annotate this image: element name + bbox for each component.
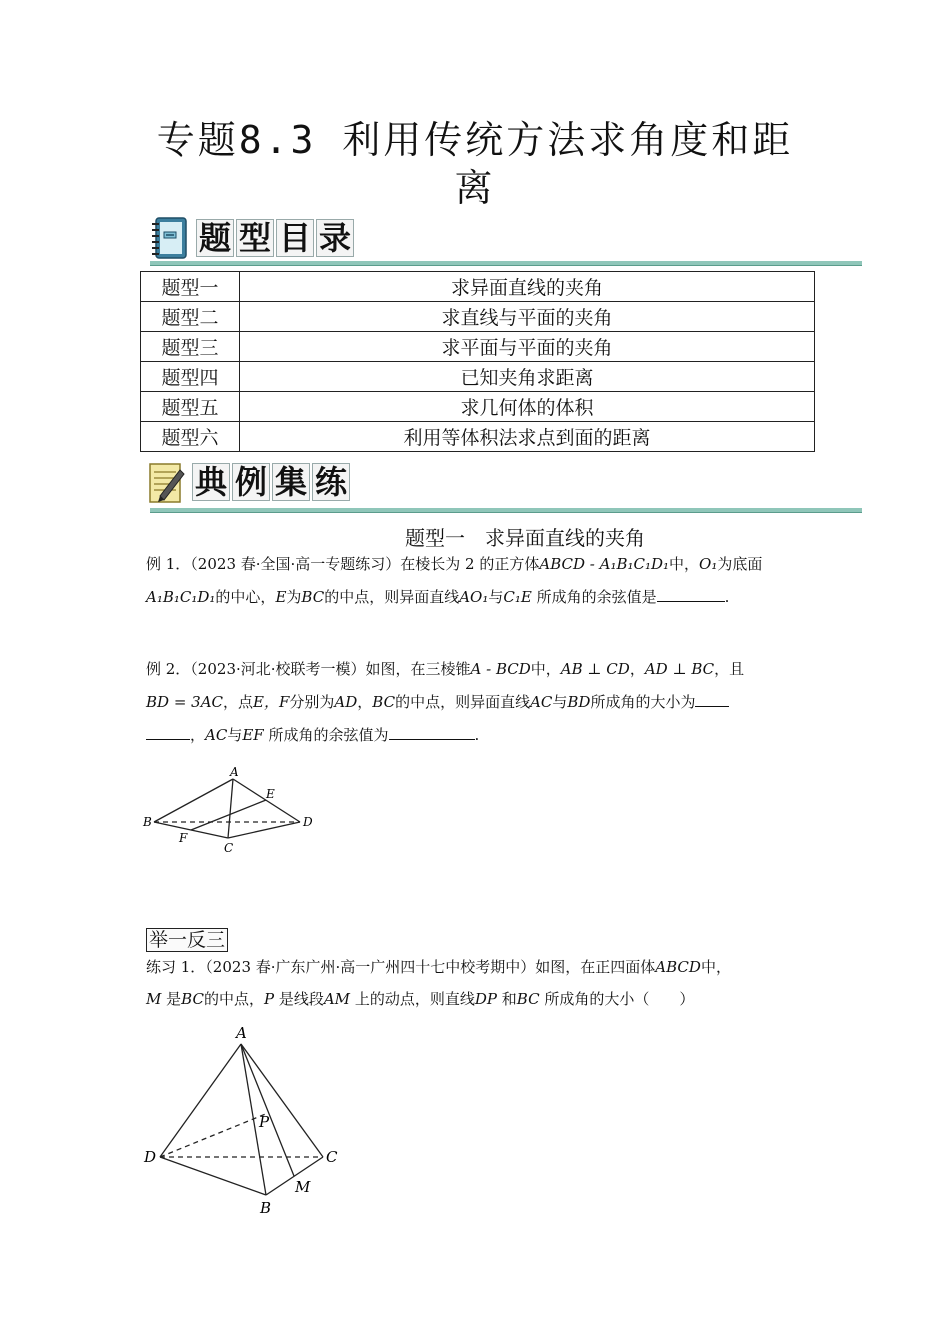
- ex1-math: BC: [301, 588, 325, 606]
- ex2-math: AB ⊥ CD: [560, 660, 630, 678]
- label-f: F: [179, 831, 188, 845]
- tetrahedron-figure-2: [140, 1020, 350, 1220]
- ex1-math: AO₁: [459, 588, 489, 606]
- examples-banner-char: 练: [312, 463, 350, 501]
- ex2-math: AD ⊥ BC: [644, 660, 715, 678]
- ex2-math: AC: [530, 693, 553, 711]
- answer-blank[interactable]: [146, 723, 190, 740]
- toc-type: 题型一: [141, 272, 240, 302]
- practice1-text: 和: [501, 990, 517, 1008]
- ex2-text: 与: [227, 726, 243, 744]
- ex1-math: O₁: [699, 555, 718, 573]
- toc-type: 题型三: [141, 332, 240, 362]
- ex2-math: BD: [567, 693, 591, 711]
- label-e: E: [266, 787, 275, 801]
- toc-banner-char: 录: [316, 219, 354, 257]
- ex2-math: AD: [334, 693, 358, 711]
- table-row: [141, 272, 815, 302]
- ex1-text: 的中心，: [215, 588, 276, 606]
- toc-topic: 已知夹角求距离: [240, 362, 815, 392]
- practice1-math: DP: [474, 990, 497, 1008]
- examples-banner-rule: [150, 508, 862, 513]
- practice1-text: 所成角的大小（ ）: [544, 990, 695, 1008]
- examples-banner-char: 集: [272, 463, 310, 501]
- notepad-pen-icon: [146, 460, 186, 504]
- ex1-math: A₁B₁C₁D₁: [146, 588, 216, 606]
- toc-type: 题型五: [141, 392, 240, 422]
- practice1-text: 上的动点，则直线: [354, 990, 475, 1008]
- practice1-math: BC: [516, 990, 540, 1008]
- edge-ac: [241, 1044, 323, 1157]
- ex2-text: 所成角的余弦值为: [268, 726, 389, 744]
- page-title: [120, 116, 830, 212]
- table-row: [141, 302, 815, 332]
- ex2-text: 例 2．（2023·河北·校联考一模）如图，在三棱锥: [146, 660, 471, 678]
- ex2-text: 中，: [530, 660, 561, 678]
- section-heading: [140, 522, 910, 551]
- label-p: P: [259, 1113, 270, 1131]
- segment-am: [241, 1044, 294, 1176]
- practice1-math: BC: [181, 990, 204, 1008]
- toc-topic: 求平面与平面的夹角: [240, 332, 815, 362]
- practice1-math: ABCD: [655, 958, 701, 976]
- ex2-text: 所成角的大小为: [590, 693, 696, 711]
- example-2: [146, 658, 816, 746]
- answer-blank[interactable]: [657, 585, 725, 602]
- tetrahedron-figure-1: [140, 762, 330, 856]
- ex2-text: ，且: [714, 660, 745, 678]
- toc-banner-rule: [150, 261, 862, 266]
- ex2-text: 与: [552, 693, 568, 711]
- edge-db: [160, 1157, 266, 1195]
- label-c: C: [224, 841, 234, 855]
- ex1-text: 为: [286, 588, 302, 606]
- label-a: A: [230, 765, 239, 779]
- ex1-math: ABCD - A₁B₁C₁D₁: [539, 555, 670, 573]
- ex1-math: C₁E: [503, 588, 532, 606]
- examples-banner-char: 典: [192, 463, 230, 501]
- table-row: [141, 362, 815, 392]
- practice1-text: 练习 1．（2023 春·广东广州·高一广州四十七中校考期中）如图，在正四面体: [146, 958, 656, 976]
- table-row: [141, 422, 815, 452]
- practice1-text: 是线段: [278, 990, 324, 1008]
- practice1-text: 中，: [700, 958, 731, 976]
- ex2-text: ，点: [223, 693, 254, 711]
- ex2-text: .: [474, 726, 480, 744]
- practice1-math: M: [146, 990, 162, 1008]
- table-row: [141, 332, 815, 362]
- edge-ab: [154, 779, 233, 822]
- edge-ac: [228, 779, 233, 838]
- practice1-math: AM: [323, 990, 351, 1008]
- ex2-math: E，F: [253, 693, 290, 711]
- practice-1: [146, 956, 816, 1010]
- practice1-math: P: [263, 990, 275, 1008]
- ex2-math: BC: [372, 693, 396, 711]
- ex2-text: ，: [357, 693, 373, 711]
- ex1-text: 例 1．（2023 春·全国·高一专题练习）在棱长为 2 的正方体: [146, 555, 540, 573]
- ex2-text: ，: [629, 660, 645, 678]
- toc-topic: 求直线与平面的夹角: [240, 302, 815, 332]
- toc-banner-char: 型: [236, 219, 274, 257]
- ex2-text: ，: [190, 726, 206, 744]
- toc-type: 题型四: [141, 362, 240, 392]
- practice1-text: 是: [166, 990, 182, 1008]
- toc-banner-char: 题: [196, 219, 234, 257]
- toc-topic: 利用等体积法求点到面的距离: [240, 422, 815, 452]
- ex2-math: A - BCD: [470, 660, 531, 678]
- answer-blank[interactable]: [695, 690, 729, 707]
- ex1-text: .: [724, 588, 730, 606]
- section-topic: 求异面直线的夹角: [485, 526, 645, 550]
- toc-table: [140, 271, 815, 452]
- label-d: D: [303, 815, 313, 829]
- edge-cd: [228, 822, 300, 838]
- label-b: B: [143, 815, 152, 829]
- ex1-text: 与: [488, 588, 504, 606]
- ex2-math: BD = 3AC: [146, 693, 224, 711]
- label-c: C: [326, 1148, 338, 1166]
- example-1: [146, 553, 816, 608]
- ex1-text: 中，: [669, 555, 700, 573]
- practice1-text: 的中点，: [203, 990, 264, 1008]
- ex1-math: E: [275, 588, 287, 606]
- edge-ad: [160, 1044, 241, 1157]
- section-label: 题型一: [405, 526, 465, 550]
- ex2-math: EF: [242, 726, 264, 744]
- examples-banner-char: 例: [232, 463, 270, 501]
- toc-type: 题型二: [141, 302, 240, 332]
- label-b: B: [260, 1199, 272, 1217]
- ex2-math: AC: [205, 726, 228, 744]
- ex2-text: 的中点，则异面直线: [395, 693, 531, 711]
- ex1-text: 为底面: [717, 555, 763, 573]
- notebook-icon: [150, 216, 190, 260]
- label-m: M: [295, 1178, 311, 1196]
- ex2-text: 分别为: [289, 693, 335, 711]
- examples-banner: [146, 460, 406, 504]
- label-d: D: [144, 1148, 157, 1166]
- ex1-text: 所成角的余弦值是: [536, 588, 657, 606]
- practice-tag: 举一反三: [146, 928, 228, 952]
- toc-topic: 求异面直线的夹角: [240, 272, 815, 302]
- title-line-2: 离: [454, 166, 496, 210]
- title-line-1: 专题8.3 利用传统方法求角度和距: [156, 118, 794, 162]
- answer-blank[interactable]: [389, 723, 475, 740]
- toc-banner: [150, 216, 410, 260]
- table-row: [141, 392, 815, 422]
- toc-topic: 求几何体的体积: [240, 392, 815, 422]
- toc-banner-char: 目: [276, 219, 314, 257]
- ex1-text: 的中点，则异面直线: [324, 588, 460, 606]
- toc-type: 题型六: [141, 422, 240, 452]
- label-a: A: [236, 1024, 247, 1042]
